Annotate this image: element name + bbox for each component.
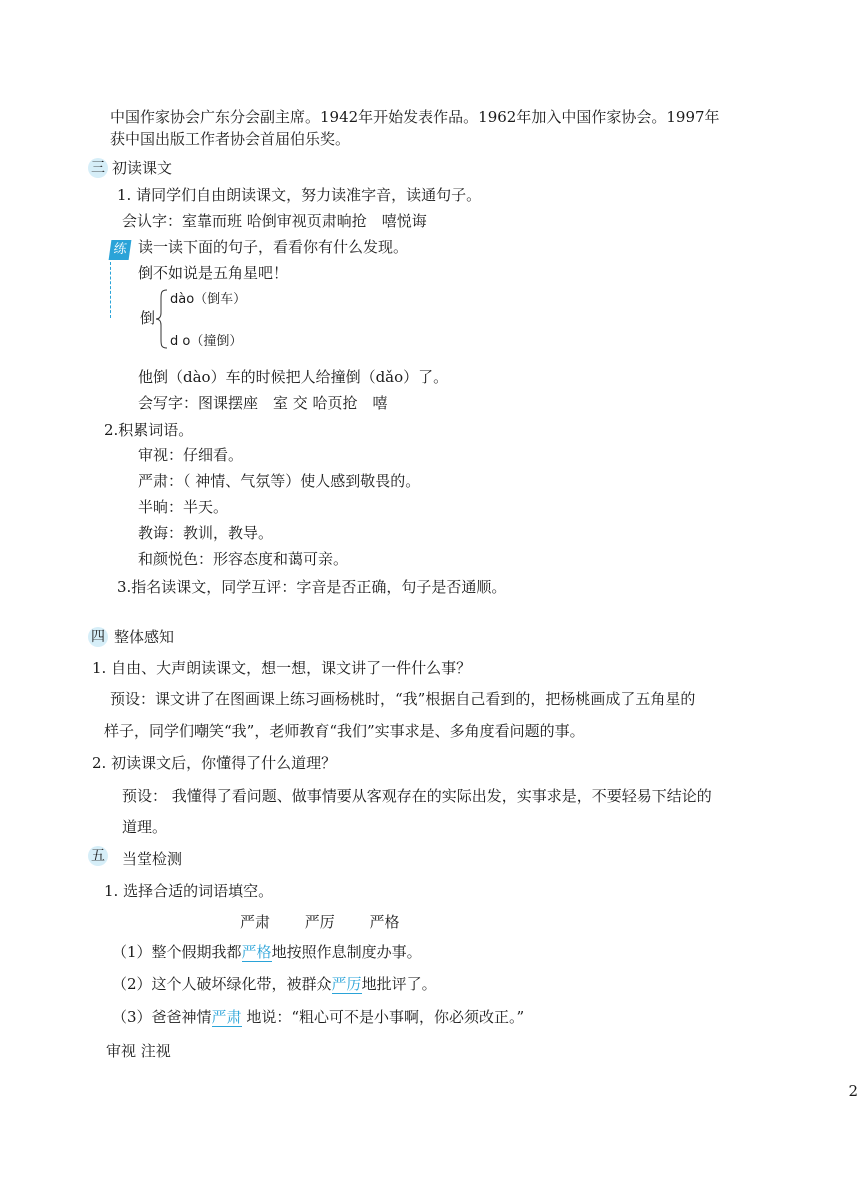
section-badge-5: 五 — [88, 846, 108, 866]
intro-line-2: 获中国出版工作者协会首届伯乐奖。 — [110, 130, 351, 148]
fill-sentence-2 — [112, 973, 437, 995]
fill-sentence-2-pre: （2）这个人破坏绿化带，被群众 — [112, 975, 332, 993]
section-badge-3: 三 — [88, 158, 108, 178]
vocab-item: 严肃：（ 神情、气氛等）使人感到敬畏的。 — [138, 472, 421, 490]
section-badge-4: 四 — [88, 627, 108, 647]
vocab-item: 半晌：半天。 — [138, 498, 229, 516]
section-title-4: 整体感知 — [114, 628, 175, 646]
fill-sentence-2-post: 地批评了。 — [361, 975, 437, 993]
s3-practice: 读一读下面的句子，看看你有什么发现。 — [138, 238, 409, 256]
practice-divider — [110, 262, 111, 318]
fill-sentence-1-pre: （1）整个假期我都 — [112, 943, 242, 961]
vocab-item: 审视：仔细看。 — [138, 446, 244, 464]
fill-answer-3: 严肃 — [211, 1008, 242, 1026]
s3-item-1: 1. 请同学们自由朗读课文，努力读准字音，读通句子。 — [117, 186, 482, 204]
s3-item-3: 3.指名读课文，同学互评：字音是否正确，句子是否通顺。 — [117, 578, 507, 596]
s3-sentence: 倒不如说是五角星吧！ — [138, 264, 289, 282]
s3-example: 他倒（dào）车的时候把人给撞倒（dǎo）了。 — [138, 368, 449, 386]
s3-item-2: 2.积累词语。 — [104, 421, 194, 439]
s4-answer-2-line-2: 道理。 — [122, 818, 168, 836]
page-number: 2 — [848, 1082, 858, 1100]
fill-sentence-1-post: 地按照作息制度办事。 — [271, 943, 422, 961]
s5-choices: 严肃 严厉 严格 — [240, 913, 400, 931]
section-title-5: 当堂检测 — [122, 850, 183, 868]
dao-char: 倒 — [140, 309, 156, 327]
s3-recognize: 会认字：室靠而班 哈倒审视页肃晌抢 嘻悦诲 — [122, 212, 427, 230]
s5-question-1: 1. 选择合适的词语填空。 — [104, 882, 274, 900]
brace-icon — [155, 289, 169, 349]
vocab-item: 教诲：教训，教导。 — [138, 524, 274, 542]
fill-sentence-3 — [112, 1006, 524, 1028]
fill-answer-1: 严格 — [241, 943, 272, 961]
s4-answer-2-line-1: 预设： 我懂得了看问题、做事情要从客观存在的实际出发，实事求是，不要轻易下结论的 — [122, 787, 712, 805]
vocab-item: 和颜悦色：形容态度和蔼可亲。 — [138, 550, 349, 568]
s4-answer-1-line-1: 预设：课文讲了在图画课上练习画杨桃时，“我”根据自己看到的，把杨桃画成了五角星的 — [110, 690, 696, 708]
s4-question-2: 2. 初读课文后，你懂得了什么道理？ — [92, 754, 337, 772]
intro-line-1: 中国作家协会广东分会副主席。1942年开始发表作品。1962年加入中国作家协会。1997年 — [110, 108, 720, 126]
fill-answer-2: 严厉 — [331, 975, 362, 993]
fill-sentence-3-pre: （3）爸爸神情 — [112, 1008, 212, 1026]
dao-reading-1: dào（倒车） — [170, 292, 247, 307]
s4-question-1: 1. 自由、大声朗读课文，想一想，课文讲了一件什么事？ — [92, 659, 472, 677]
s5-tail: 审视 注视 — [106, 1042, 171, 1060]
fill-sentence-3-post: 地说：“粗心可不是小事啊，你必须改正。” — [241, 1008, 525, 1026]
fill-sentence-1 — [112, 941, 422, 963]
section-title-3: 初读课文 — [112, 159, 173, 177]
practice-badge: 练 — [109, 240, 132, 260]
dao-reading-2: d o（撞倒） — [170, 334, 243, 349]
s4-answer-1-line-2: 样子，同学们嘲笑“我”，老师教育“我们”实事求是、多角度看问题的事。 — [104, 722, 585, 740]
s3-write: 会写字：图课摆座 室 交 哈页抢 嘻 — [138, 394, 388, 412]
